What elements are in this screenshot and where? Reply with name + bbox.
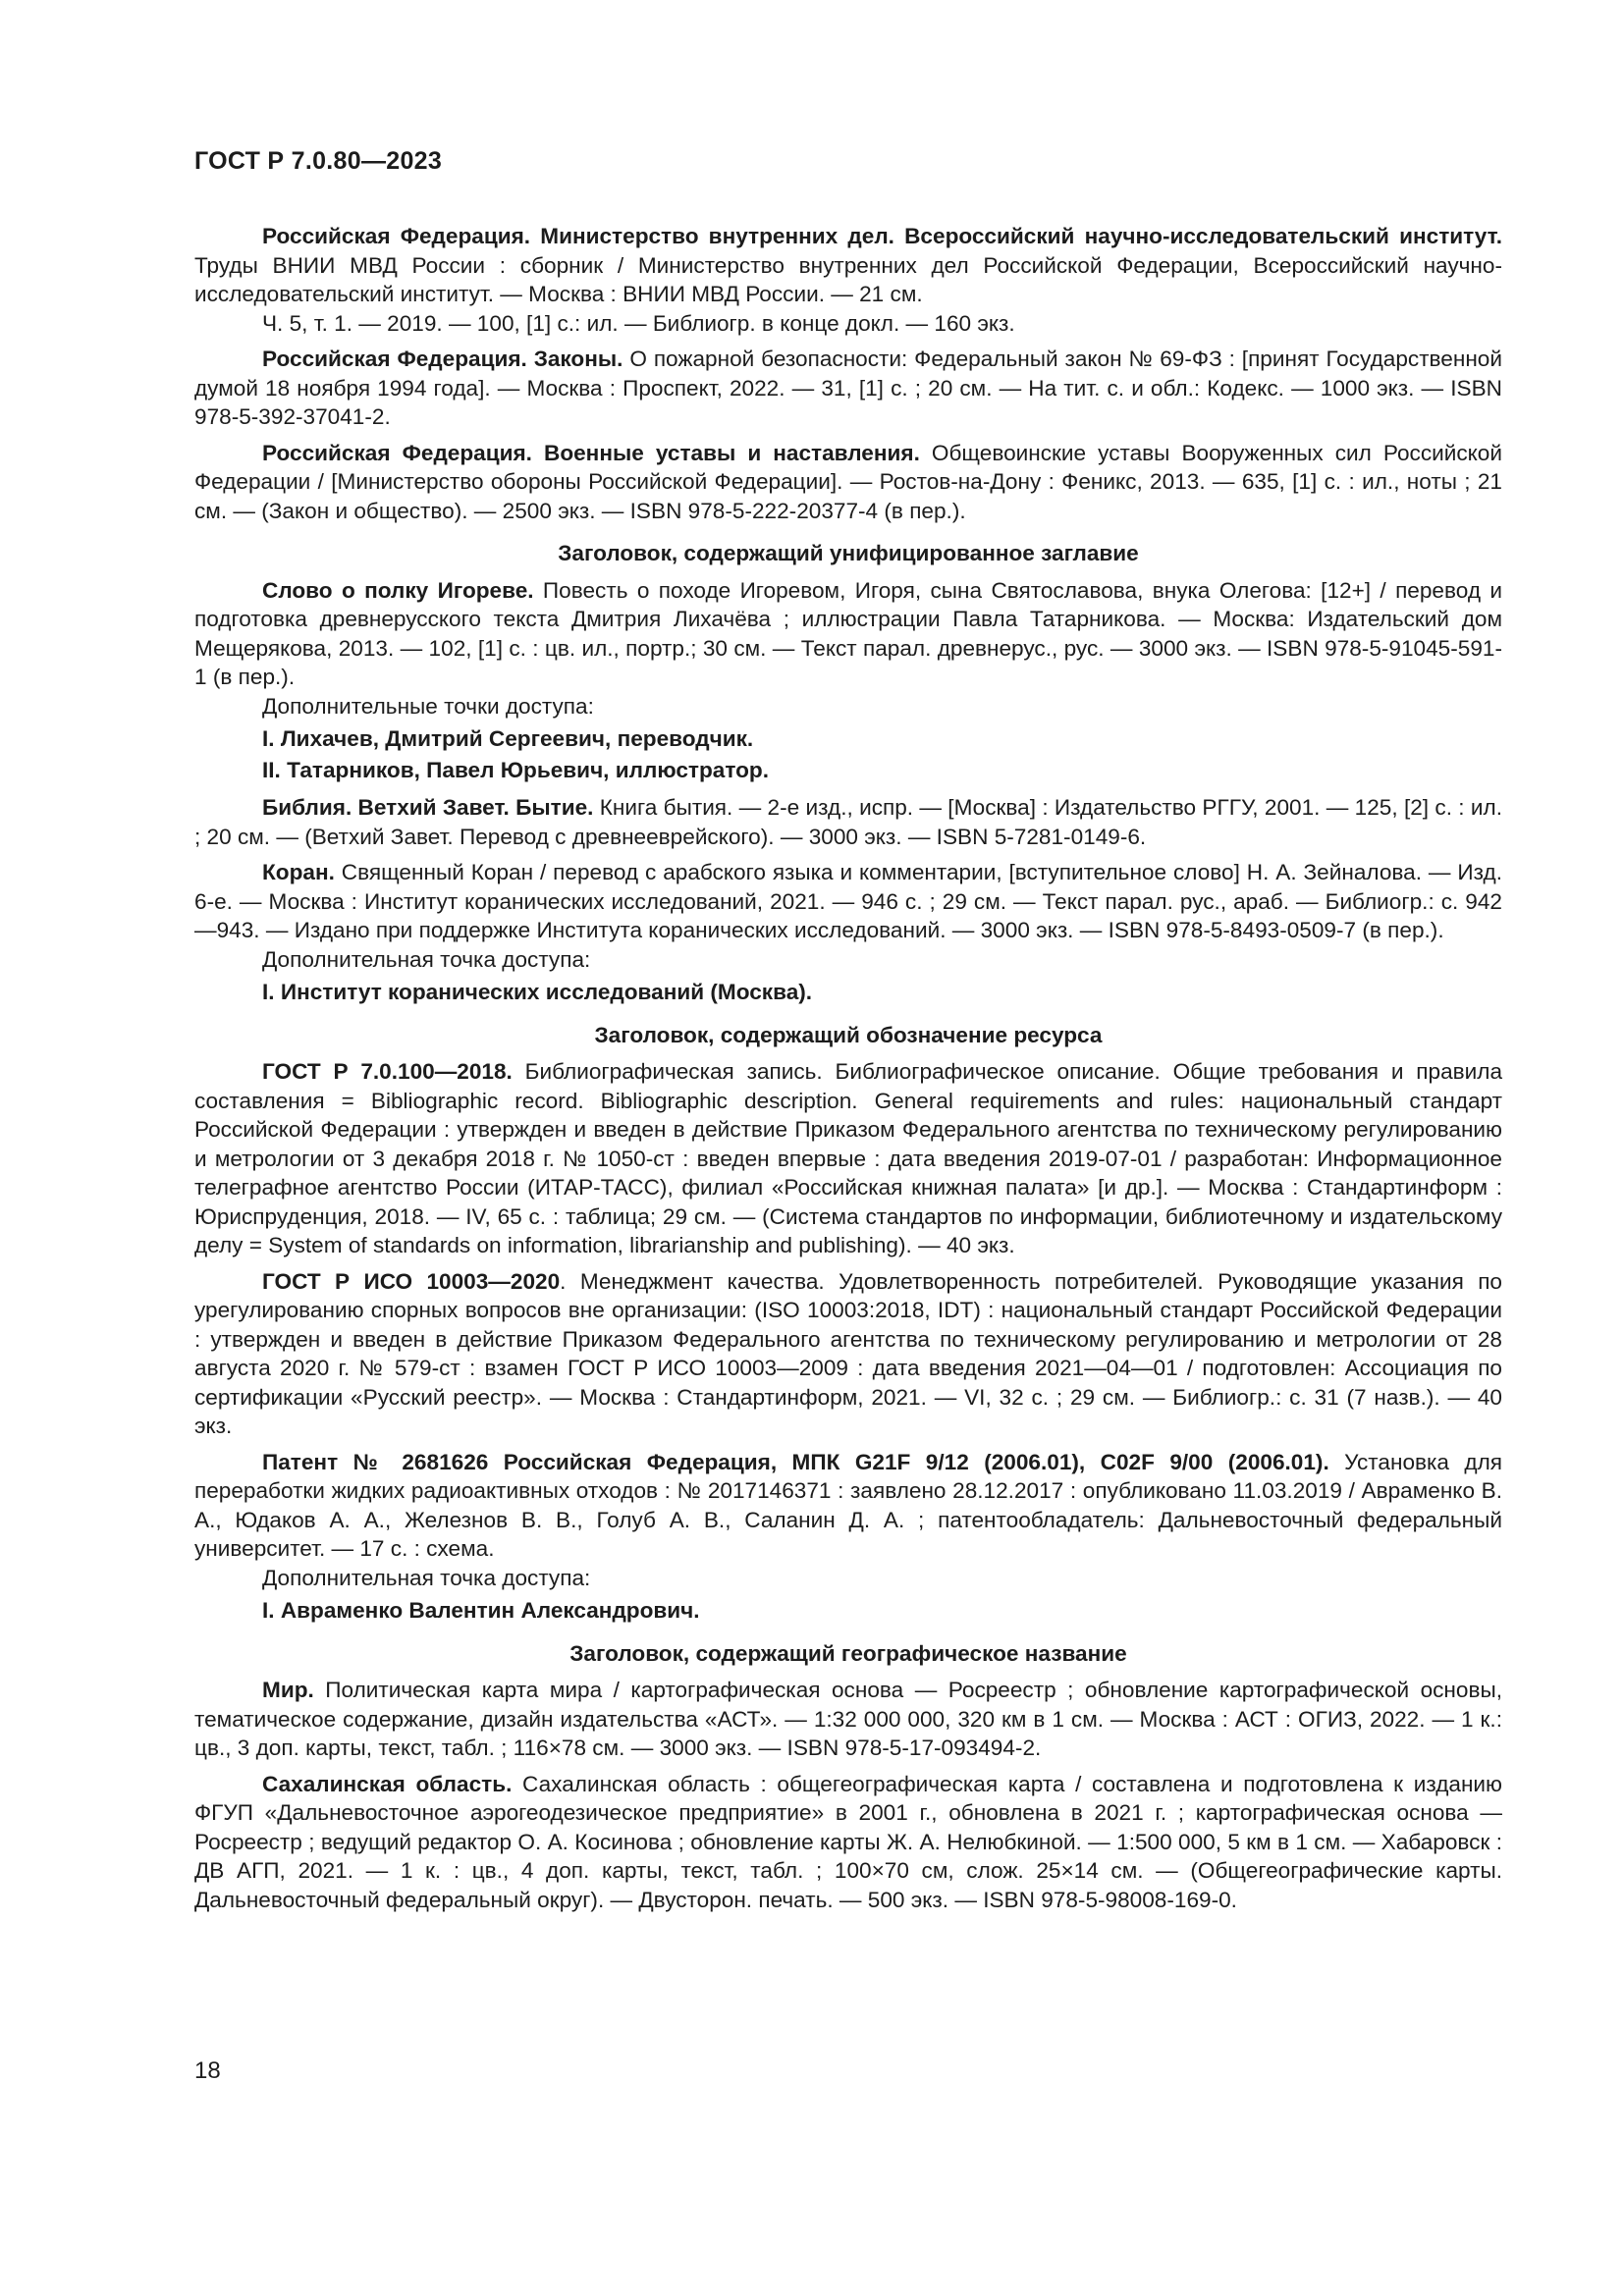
entry-text: . Менеджмент качества. Удовлетворенность потребителей. Руководящие указания по урегулированию спорных вопросов вне организации: (ISO 10003:2018, IDT) : национальный стандарт Российской Федерации : утвержден и введен в действие Приказом Федерального агентства по техническому регулированию и метрологии от 28 августа 2020 г. № 579-ст : взамен ГОСТ Р ИСО 10003—2009 : дата введения 2021—04—01 / подготовлен: Ассоциация по сертификации «Русский реестр». — Москва : Стандартинформ, 2021. — VI, 32 с. ; 29 см. — Библиогр.: с. 31 (7 назв.). — 40 экз. (194, 1268, 1503, 1438)
entry-iso (194, 1267, 1502, 1441)
access-point: II. Татарников, Павел Юрьевич, иллюстратор. (262, 757, 769, 782)
entry-text: О пожарной безопасности: Федеральный закон № 69-ФЗ : [принят Государственной думой 18 ноября 1994 года]. — Москва : Проспект, 2022. — 31, [1] с. ; 20 см. — На тит. с. и обл.: Кодекс. — 1000 экз. — ISBN 978-5-392-37041-2. (194, 347, 1502, 429)
entry-text: Установка для переработки жидких радиоактивных отходов : № 2017146371 : заявлено 28.12.2017 : опубликовано 11.03.2019 / Авраменко В. А., Юдаков А. А., Железнов В. В., Голуб А. В., Саланин Д. А. ; патентообладатель: Дальневосточный федеральный университет. — 17 с. : схема. (194, 1449, 1503, 1561)
section-heading-unified: Заголовок, содержащий унифицированное заглавие (558, 541, 1139, 565)
access-point: I. Авраменко Валентин Александрович. (262, 1598, 700, 1623)
entry-laws (194, 345, 1502, 432)
entry-heading: Мир. (262, 1678, 314, 1702)
page-number: 18 (194, 2057, 221, 2084)
entry-sakhalin (194, 1770, 1502, 1915)
entry-slovo (194, 576, 1502, 692)
entry-heading: Российская Федерация. Министерство внутренних дел. Всероссийский научно-исследовательский институт. (262, 224, 1502, 248)
entry-koran (194, 858, 1502, 945)
bibliography-content (194, 222, 1502, 1921)
access-label: Дополнительная точка доступа: (262, 946, 591, 972)
entry-mvd (194, 222, 1502, 309)
entry-text: Политическая карта мира / картографическая основа — Росреестр ; обновление картографической основы, тематическое содержание, дизайн издательства «АСТ». — 1:32 000 000, 320 км в 1 см. — Москва : АСТ : ОГИЗ, 2022. — 1 к.: цв., 3 доп. карты, текст, табл. ; 116×78 см. — 3000 экз. — ISBN 978-5-17-093494-2. (194, 1678, 1502, 1760)
entry-heading: Коран. (262, 860, 335, 884)
entry-military (194, 439, 1502, 526)
entry-bible (194, 793, 1502, 851)
entry-text: Книга бытия. — 2-е изд., испр. — [Москва] : Издательство РГГУ, 2001. — 125, [2] с. : ил. ; 20 см. — (Ветхий Завет. Перевод с древнееврейского). — 3000 экз. — ISBN 5-7281-0149-6. (194, 795, 1502, 849)
access-point: I. Институт коранических исследований (Москва). (262, 980, 813, 1004)
entry-heading: Патент № 2681626 Российская Федерация, МПК G21F 9/12 (2006.01), C02F 9/00 (2006.01). (262, 1449, 1329, 1474)
entry-patent (194, 1448, 1502, 1564)
entry-heading: ГОСТ Р 7.0.100—2018. (262, 1059, 513, 1084)
entry-world (194, 1676, 1502, 1763)
entry-text: Общевоинские уставы Вооруженных сил Российской Федерации / [Министерство обороны Российской Федерации]. — Ростов-на-Дону : Феникс, 2013. — 635, [1] с. : ил., ноты ; 21 см. — (Закон и общество). — 2500 экз. — ISBN 978-5-222-20377-4 (в пер.). (194, 440, 1502, 523)
entry-text: Библиографическая запись. Библиографическое описание. Общие требования и правила составления = Bibliographic record. Bibliographic description. General requirements and rules: национальный стандарт Российской Федерации : утвержден и введен в действие Приказом Федерального агентства по техническому регулированию и метрологии от 3 декабря 2018 г. № 1050-ст : введен впервые : дата введения 2019-07-01 / разработан: Информационное телеграфное агентство России (ИТАР-ТАСС), филиал «Российская книжная палата» [и др.]. — Москва : Стандартинформ : Юриспруденция, 2018. — IV, 65 с. : таблица; 29 см. — (Система стандартов по информации, библиотечному и издательскому делу = System of standards on information, librarianship and publishing). — 40 экз. (194, 1059, 1503, 1257)
entry-heading: Российская Федерация. Военные уставы и наставления. (262, 440, 920, 465)
section-heading-designation: Заголовок, содержащий обозначение ресурса (594, 1022, 1103, 1047)
entry-heading: ГОСТ Р ИСО 10003—2020 (262, 1268, 561, 1294)
entry-text: Священный Коран / перевод с арабского языка и комментарии, [вступительное слово] Н. А. Зейналова. — Изд. 6-е. — Москва : Институт коранических исследований, 2021. — 946 с. ; 29 см. — Текст парал. рус., араб. — Библиогр.: с. 942—943. — Издано при поддержке Института коранических исследований. — 3000 экз. — ISBN 978-5-8493-0509-7 (в пер.). (194, 860, 1502, 942)
entry-text: Труды ВНИИ МВД России : сборник / Министерство внутренних дел Российской Федерации, Всероссийский научно-исследовательский институт. — Москва : ВНИИ МВД России. — 21 см. (194, 252, 1502, 306)
entry-text: Сахалинская область : общегеографическая карта / составлена и подготовлена к изданию ФГУП «Дальневосточное аэрогеодезическое предприятие» в 2001 г., обновлена в 2021 г. ; картографическая основа — Росреестр ; ведущий редактор О. А. Косинова ; обновление карты Ж. А. Нелюбкиной. — 1:500 000, 5 км в 1 см. — Хабаровск : ДВ АГП, 2021. — 1 к. : цв., 4 доп. карты, текст, табл. ; 100×70 см, слож. 25×14 см. — (Общегеографические карты. Дальневосточный федеральный округ). — Двусторон. печать. — 500 экз. — ISBN 978-5-98008-169-0. (194, 1771, 1502, 1912)
entry-extra: Ч. 5, т. 1. — 2019. — 100, [1] с.: ил. — Библиогр. в конце докл. — 160 экз. (262, 310, 1015, 336)
access-label: Дополнительные точки доступа: (262, 693, 594, 719)
entry-heading: Слово о полку Игореве. (262, 577, 534, 603)
entry-gost (194, 1057, 1502, 1260)
access-label: Дополнительная точка доступа: (262, 1565, 591, 1590)
entry-heading: Российская Федерация. Законы. (262, 347, 623, 371)
section-heading-geo: Заголовок, содержащий географическое название (569, 1640, 1127, 1666)
entry-text: Повесть о походе Игоревом, Игоря, сына Святославова, внука Олегова: [12+] / перевод и подготовка древнерусского текста Дмитрия Лихачёва ; иллюстрации Павла Татарникова. — Москва: Издательский дом Мещерякова, 2013. — 102, [1] с. : цв. ил., портр.; 30 см. — Текст парал. древнерус., рус. — 3000 экз. — ISBN 978-5-91045-591-1 (в пер.). (194, 577, 1502, 689)
standard-header: ГОСТ Р 7.0.80—2023 (194, 147, 443, 175)
entry-heading: Сахалинская область. (262, 1771, 513, 1796)
access-point: I. Лихачев, Дмитрий Сергеевич, переводчик. (262, 726, 754, 751)
entry-heading: Библия. Ветхий Завет. Бытие. (262, 795, 594, 820)
